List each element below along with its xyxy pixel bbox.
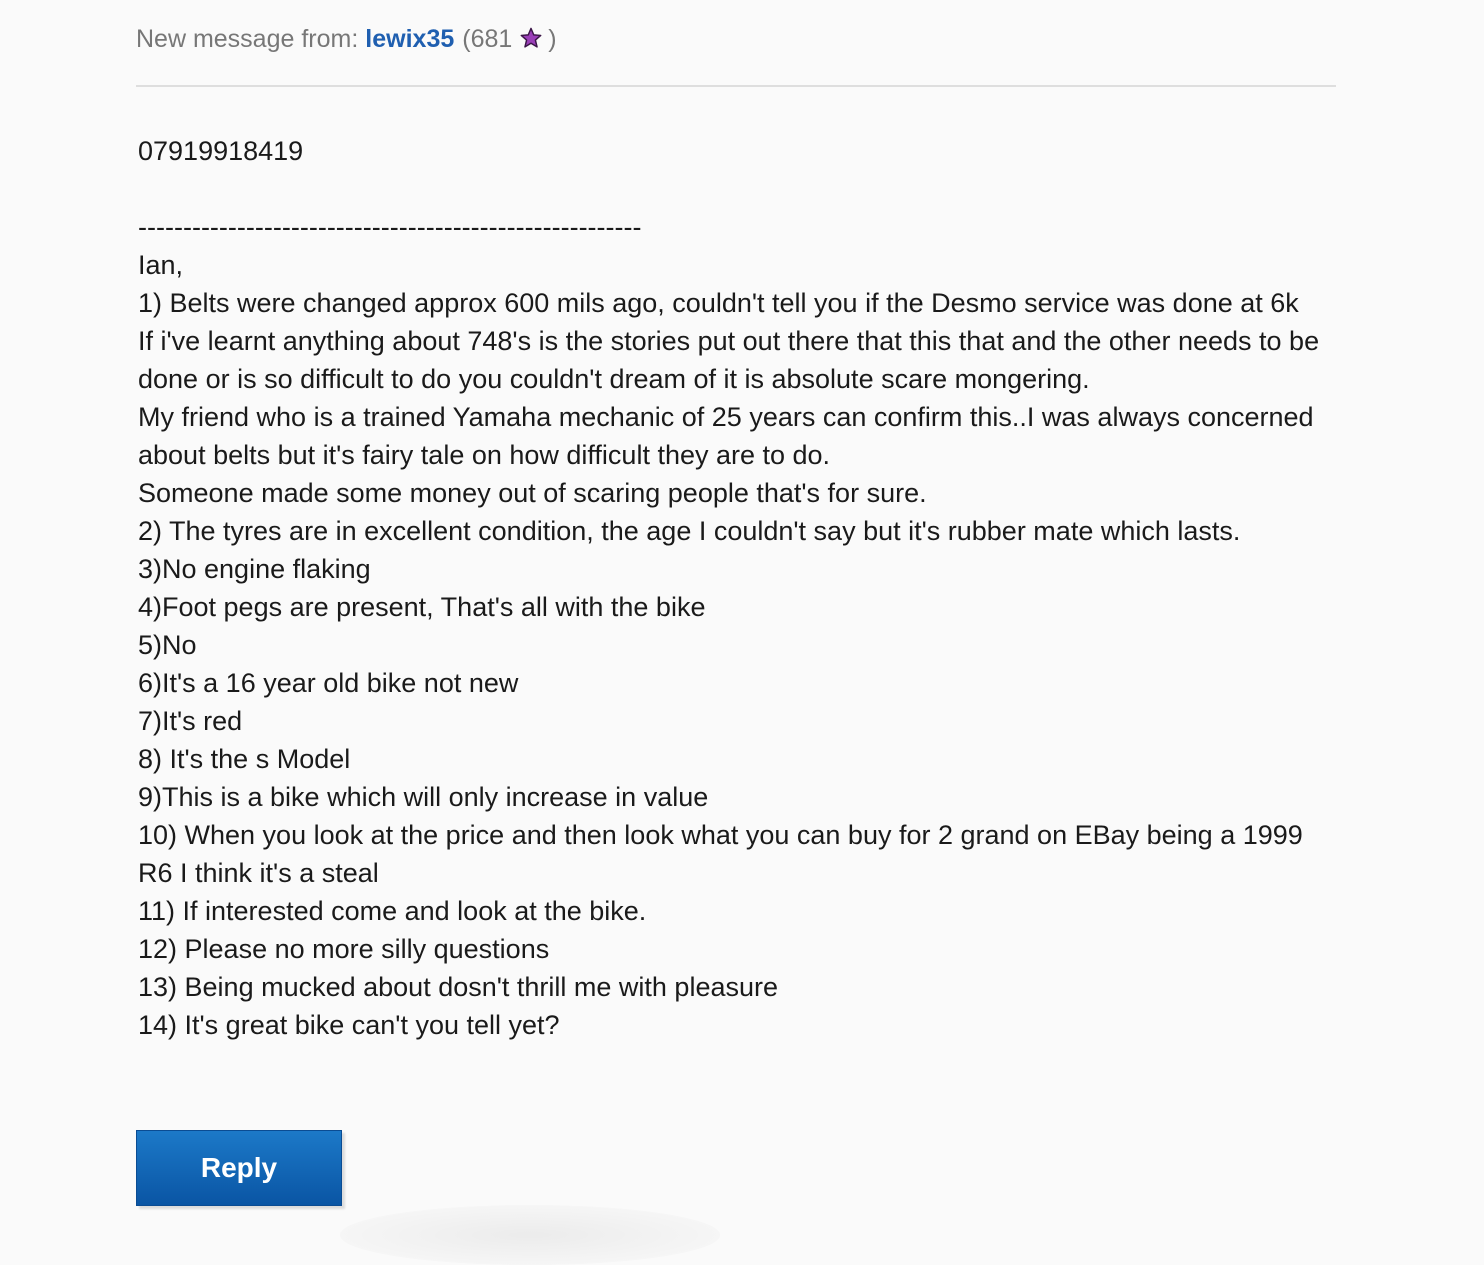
message-line: 2) The tyres are in excellent condition, the age I couldn't say but it's rubber mate which lasts. — [138, 516, 1241, 546]
message-lines — [138, 208, 1336, 1044]
message-line: 11) If interested come and look at the bike. — [138, 896, 647, 926]
message-line: 12) Please no more silly questions — [138, 934, 550, 964]
message-line: 8) It's the s Model — [138, 744, 351, 774]
feedback-score — [462, 25, 556, 54]
decorative-shadow — [340, 1205, 720, 1265]
message-line: 3)No engine flaking — [138, 554, 371, 584]
header-prefix: New message from: — [136, 25, 359, 53]
message-container — [136, 0, 1336, 1044]
message-line: 1) Belts were changed approx 600 mils ago, couldn't tell you if the Desmo service was done at 6k — [138, 288, 1299, 318]
sender-username-link[interactable]: lewix35 — [365, 25, 455, 53]
phone-number: 07919918419 — [138, 136, 304, 166]
message-line: 9)This is a bike which will only increase in value — [138, 782, 709, 812]
message-line: 10) When you look at the price and then look what you can buy for 2 grand on EBay being a 1999 R6 I think it's a steal — [138, 820, 1311, 888]
feedback-score-value: (681 — [462, 25, 513, 53]
message-line: Ian, — [138, 250, 184, 280]
message-line: 4)Foot pegs are present, That's all with the bike — [138, 592, 706, 622]
message-line: 5)No — [138, 630, 197, 660]
message-header — [136, 0, 1336, 87]
message-line: My friend who is a trained Yamaha mechanic of 25 years can confirm this..I was always concerned about belts but it's fairy tale on how difficult they are to do. — [138, 402, 1322, 470]
message-line: -------------------------------------------------------- — [138, 212, 642, 242]
feedback-score-close: ) — [548, 25, 557, 53]
star-icon — [520, 27, 542, 49]
message-line: If i've learnt anything about 748's is the stories put out there that this that and the other needs to be done or is so difficult to do you couldn't dream of it is absolute scare mongering. — [138, 326, 1327, 394]
message-line: 6)It's a 16 year old bike not new — [138, 668, 519, 698]
message-line: 13) Being mucked about dosn't thrill me with pleasure — [138, 972, 778, 1002]
reply-button[interactable]: Reply — [136, 1130, 342, 1206]
message-line: Someone made some money out of scaring people that's for sure. — [138, 478, 927, 508]
message-line: 7)It's red — [138, 706, 243, 736]
message-line: 14) It's great bike can't you tell yet? — [138, 1010, 560, 1040]
message-body — [136, 87, 1336, 1044]
